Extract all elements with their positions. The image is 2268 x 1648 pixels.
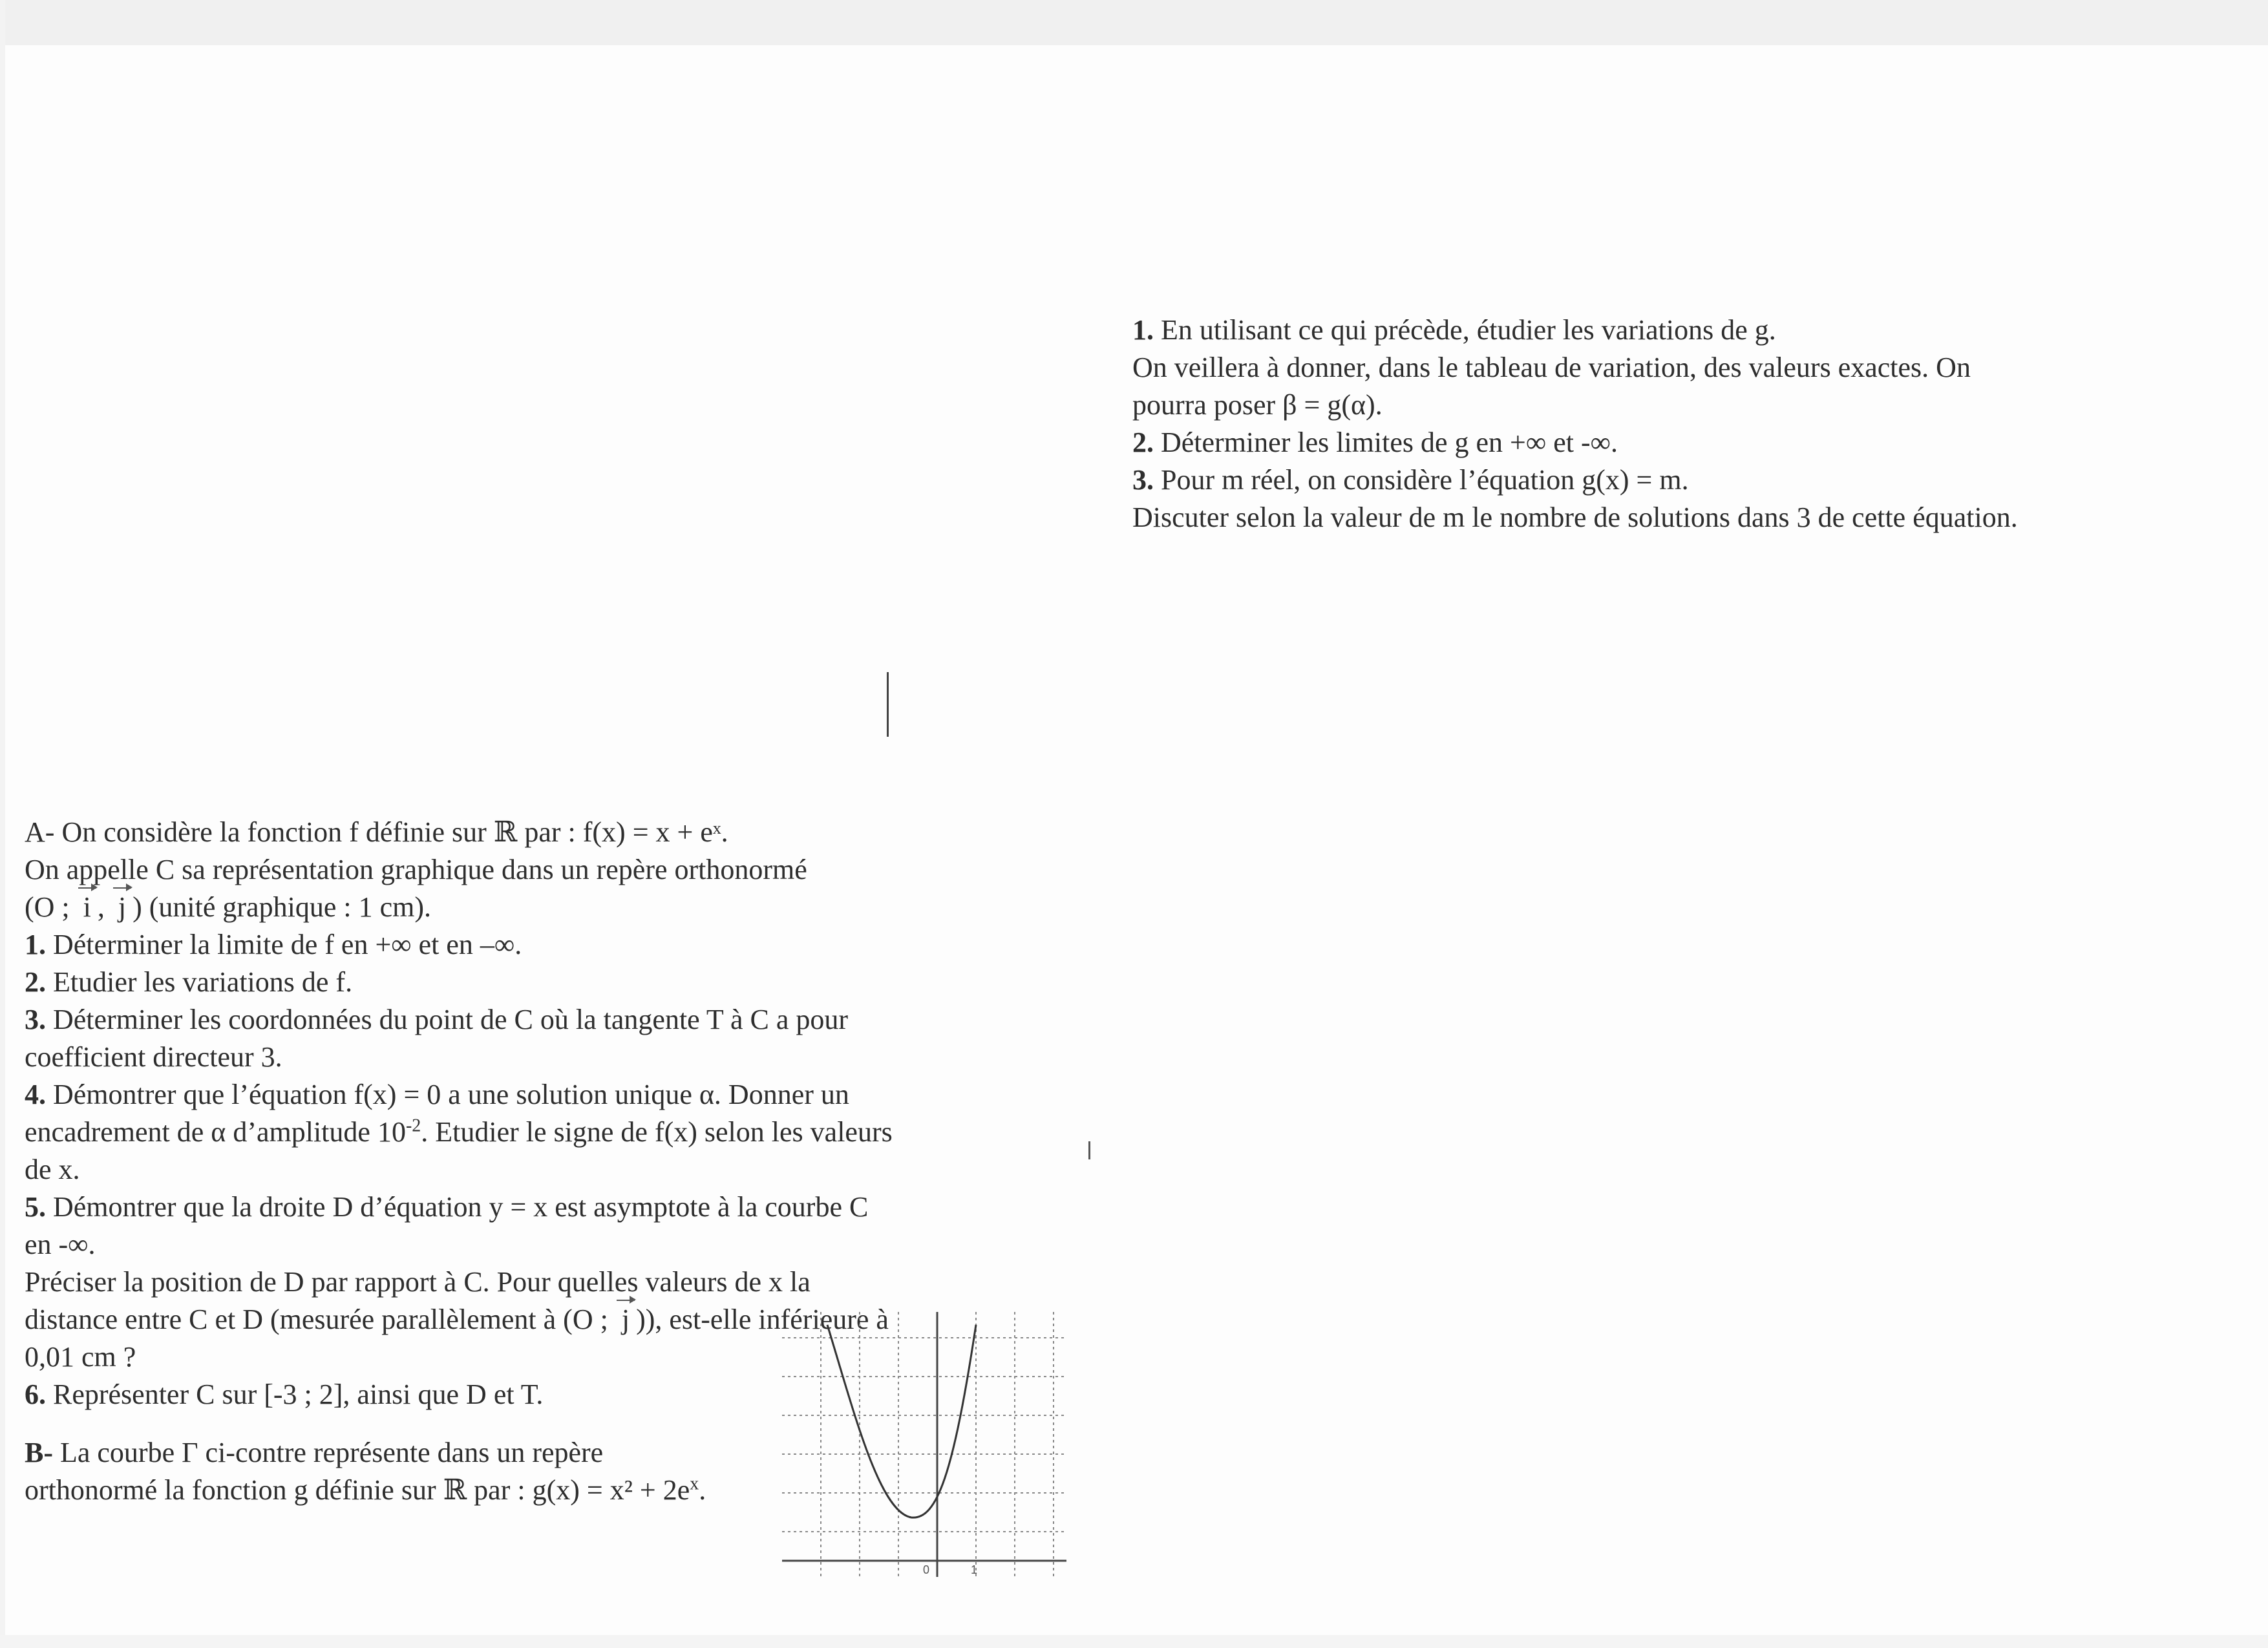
question-a3-line2: coefficient directeur 3.	[25, 1041, 282, 1073]
scan-mark	[1088, 1141, 1090, 1159]
question-b2: 2. Déterminer les limites de g en +∞ et -∞.	[1132, 427, 1618, 458]
scan-left-edge	[0, 0, 5, 1648]
part-a-intro: A- On considère la fonction f définie sur ℝ par : f(x) = x + eˣ.	[25, 816, 728, 848]
part-b-intro: B- La courbe Γ ci-contre représente dans un repère	[25, 1437, 604, 1468]
part-a-intro-line3: (O ; i , j ) (unité graphique : 1 cm).	[25, 889, 893, 926]
part-b-intro-line2: orthonormé la fonction g définie sur ℝ par : $g(x) = x^2 + 2e^x$.	[25, 1474, 706, 1506]
question-a6: 6. Représenter C sur [-3 ; 2], ainsi que D et T.	[25, 1379, 544, 1410]
question-b1-line3: pourra poser β = g(α).	[1132, 389, 1383, 421]
question-b1-line2: On veillera à donner, dans le tableau de variation, des valeurs exactes. On	[1132, 352, 1971, 383]
question-b3: 3. Pour m réel, on considère l’équation g(x) = m.	[1132, 464, 1689, 496]
question-a5-line3: Préciser la position de D par rapport à C. Pour quelles valeurs de x la	[25, 1266, 811, 1298]
dotted-grid	[782, 1312, 1066, 1577]
question-a5-line5: 0,01 cm ?	[25, 1341, 136, 1373]
unit-label: 1	[971, 1563, 978, 1576]
question-a5: 5. Démontrer que la droite D d’équation y = x est asymptote à la courbe C	[25, 1191, 869, 1223]
curve-gamma	[827, 1325, 976, 1517]
question-a4-line3: de x.	[25, 1154, 80, 1185]
curve-gamma-graph	[782, 1312, 1066, 1577]
scan-top-edge	[0, 0, 2268, 45]
question-a5-line2: en -∞.	[25, 1229, 96, 1260]
part-b-questions	[1132, 312, 2018, 536]
origin-label: 0	[923, 1563, 930, 1576]
part-a-intro-line2: On appelle C sa représentation graphique dans un repère orthonormé	[25, 854, 807, 885]
part-a	[25, 814, 893, 1509]
vector-j: j	[112, 889, 132, 926]
question-a5-line4: distance entre C et D (mesurée parallèlement à (O ; j )), est-elle inférieure à	[25, 1301, 893, 1338]
question-a3: 3. Déterminer les coordonnées du point de C où la tangente T à C a pour	[25, 1004, 849, 1035]
scan-bottom-edge	[0, 1635, 2268, 1648]
question-a4: 4. Démontrer que l’équation f(x) = 0 a une solution unique α. Donner un	[25, 1079, 849, 1110]
vector-j: j	[615, 1301, 636, 1338]
spacer	[25, 1413, 893, 1434]
question-a4-line2: encadrement de α d’amplitude $10^{-2}$. Etudier le signe de f(x) selon les valeurs	[25, 1115, 893, 1148]
question-b1: 1. En utilisant ce qui précède, étudier les variations de g.	[1132, 314, 1776, 346]
scan-mark	[887, 672, 889, 737]
question-a2: 2. Etudier les variations de f.	[25, 966, 353, 998]
vector-i: i	[77, 889, 98, 926]
question-a1: 1. Déterminer la limite de f en +∞ et en –∞.	[25, 929, 522, 960]
question-b3-line2: Discuter selon la valeur de m le nombre de solutions dans 3 de cette équation.	[1132, 502, 2018, 533]
